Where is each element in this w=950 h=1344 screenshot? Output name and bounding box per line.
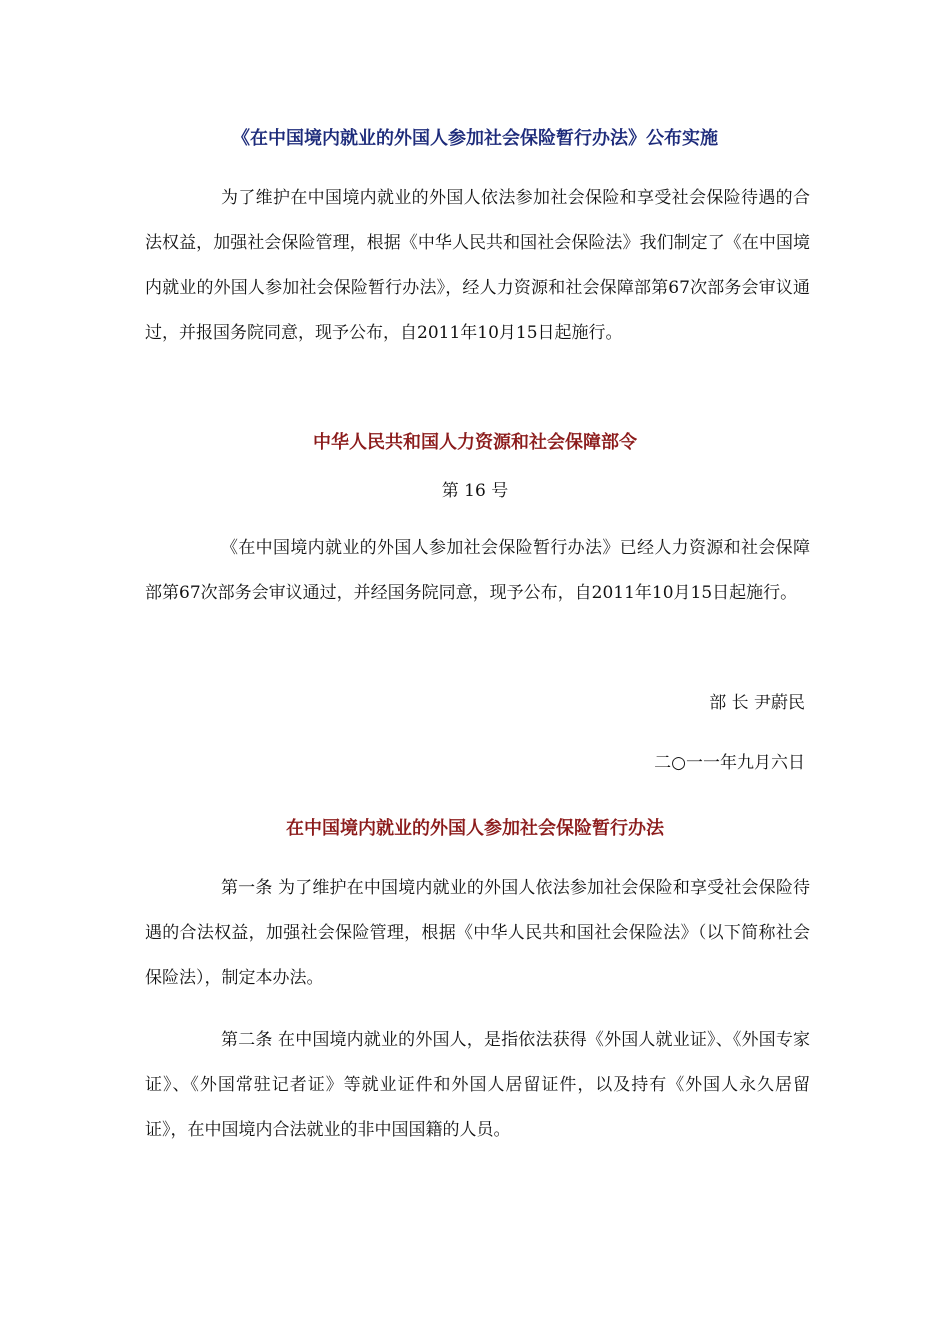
- signature: 部 长 尹蔚民: [709, 693, 805, 713]
- order-paragraph: 《在中国境内就业的外国人参加社会保险暂行办法》已经人力资源和社会保障部第67次部务会审议通过，并经国务院同意，现予公布，自2011年10月15日起施行。: [145, 538, 810, 603]
- article-2: 第二条 在中国境内就业的外国人，是指依法获得《外国人就业证》、《外国专家证》、《外国常驻记者证》等就业证件和外国人居留证件，以及持有《外国人永久居留证》，在中国境内合法就业的非中国国籍的人员。: [145, 1030, 810, 1140]
- intro-paragraph: 为了维护在中国境内就业的外国人依法参加社会保险和享受社会保险待遇的合法权益，加强社会保险管理，根据《中华人民共和国社会保险法》我们制定了《在中国境内就业的外国人参加社会保险暂行办法》，经人力资源和社会保障部第67次部务会审议通过，并报国务院同意，现予公布，自2011年10月15日起施行。: [145, 188, 810, 343]
- order-number: 第 16 号: [441, 481, 509, 501]
- measures-title: 在中国境内就业的外国人参加社会保险暂行办法: [286, 818, 664, 839]
- announcement-title: 《在中国境内就业的外国人参加社会保险暂行办法》公布实施: [232, 128, 718, 149]
- article-1: 第一条 为了维护在中国境内就业的外国人依法参加社会保险和享受社会保险待遇的合法权益，加强社会保险管理，根据《中华人民共和国社会保险法》（以下简称社会保险法），制定本办法。: [145, 878, 810, 988]
- order-title: 中华人民共和国人力资源和社会保障部令: [313, 432, 637, 453]
- issue-date: 二○一一年九月六日: [654, 753, 805, 773]
